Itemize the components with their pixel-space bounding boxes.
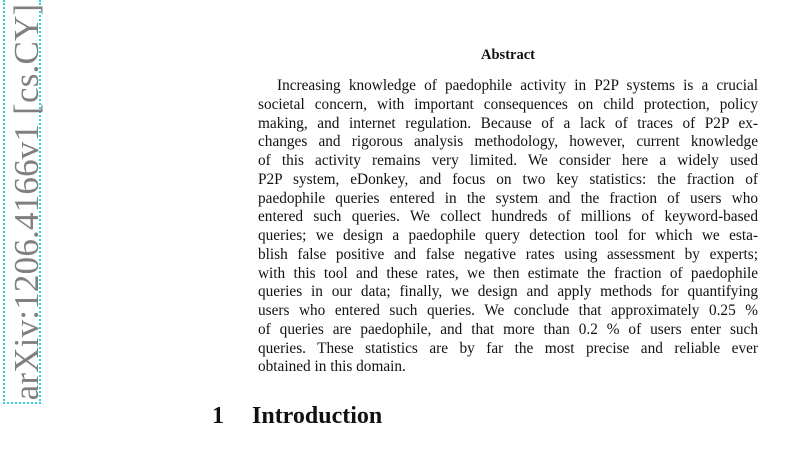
abstract-line: Increasing knowledge of paedophile activity in P2P systems is a crucial xyxy=(277,77,758,94)
abstract-line: P2P system, eDonkey, and focus on two key statistics: the fraction of xyxy=(258,170,758,188)
abstract-title: Abstract xyxy=(481,47,535,63)
abstract-line: of this activity remains very limited. We consider here a widely used xyxy=(258,152,758,169)
abstract-line: queries; we design a paedophile query detection tool for which we esta- xyxy=(258,227,758,244)
abstract-body xyxy=(258,77,758,377)
abstract-line: queries. These statistics are by far the most precise and reliable ever xyxy=(258,339,758,357)
abstract-line: queries in our data; finally, we design and apply methods for quantifying xyxy=(258,283,758,301)
arxiv-stamp-border xyxy=(3,0,46,404)
abstract-line: societal concern, with important consequences on child protection, policy xyxy=(258,95,758,113)
abstract-line: making, and internet regulation. Because of a lack of traces of P2P ex- xyxy=(258,114,758,132)
section-number: 1 xyxy=(212,403,224,429)
abstract-line: paedophile queries entered in the system and the fraction of users who xyxy=(258,189,758,207)
abstract-line: obtained in this domain. xyxy=(258,358,406,376)
abstract-line: entered such queries. We collect hundreds of millions of keyword-based xyxy=(258,208,758,226)
abstract-line: changes and rigorous analysis methodology, however, current knowledge xyxy=(258,133,758,151)
abstract-line: of queries are paedophile, and that more than 0.2 % of users enter such xyxy=(258,320,758,338)
abstract-line: blish false positive and false negative rates using assessment by experts; xyxy=(258,245,758,263)
arxiv-stamp: arXiv:1206.4166v1 [cs.CY] xyxy=(7,3,46,401)
section-heading xyxy=(212,403,382,430)
abstract-line: with this tool and these rates, we then estimate the fraction of paedophile xyxy=(258,264,758,282)
section-title: Introduction xyxy=(252,403,383,429)
abstract-line: users who entered such queries. We conclude that approximately 0.25 % xyxy=(258,302,758,319)
